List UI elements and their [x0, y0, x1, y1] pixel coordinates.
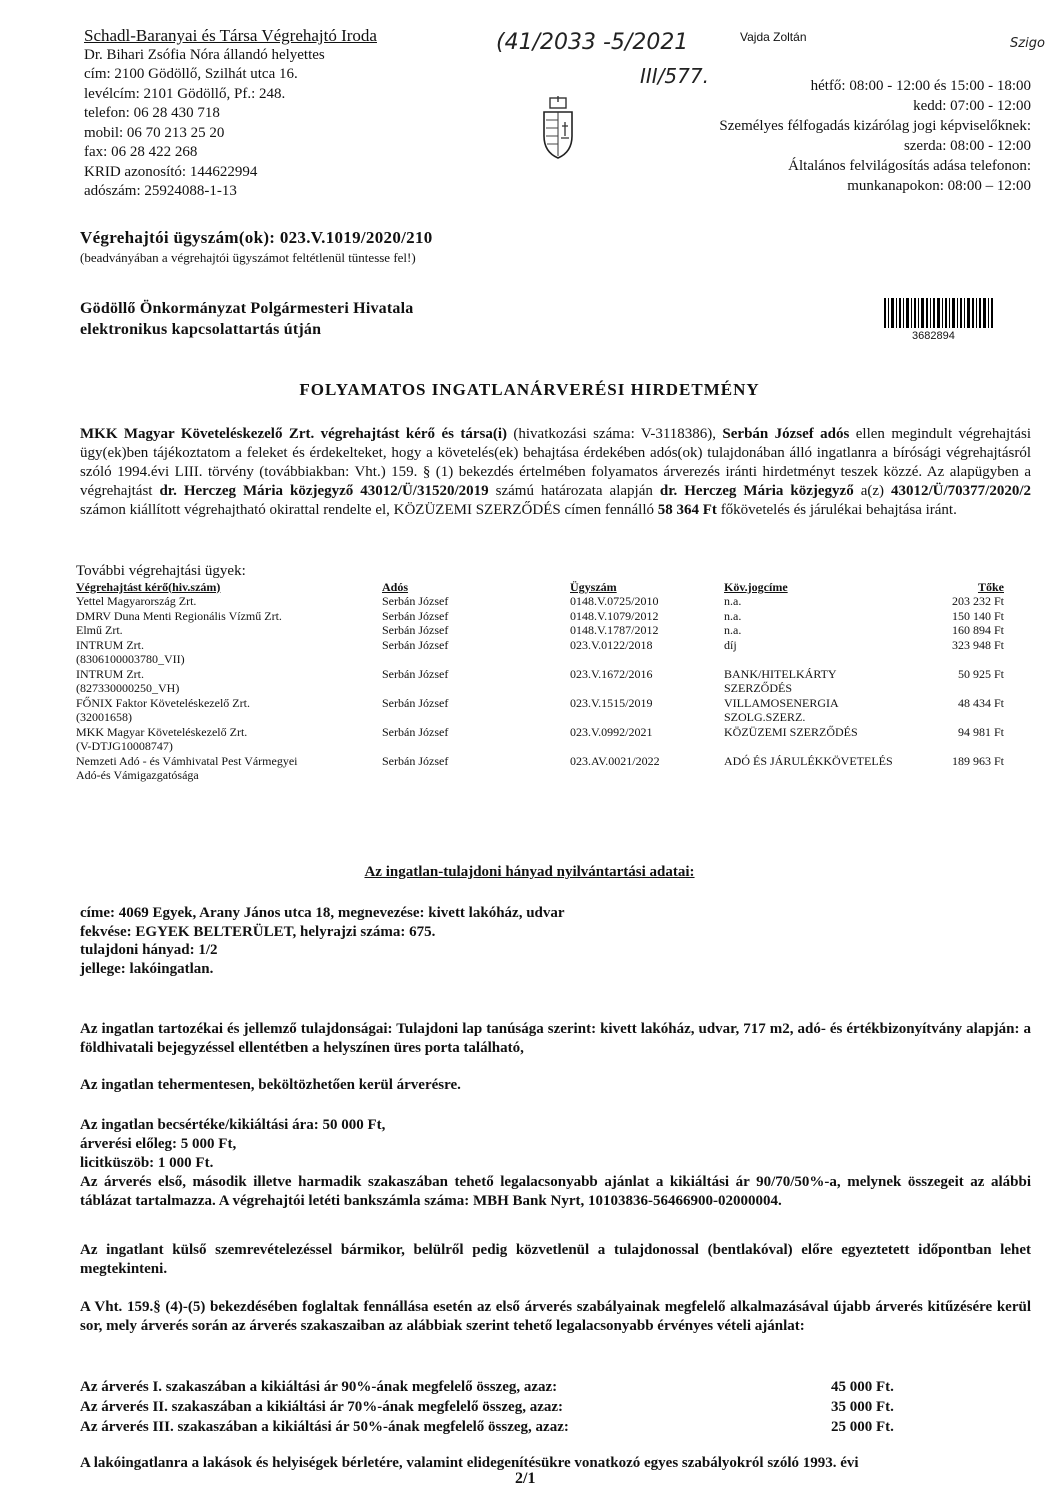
- table-body: [76, 594, 1036, 783]
- property-share: tulajdoni hányad: 1/2: [80, 942, 218, 958]
- document-title: FOLYAMATOS INGATLANÁRVERÉSI HIRDETMÉNY: [299, 380, 760, 399]
- notary-decision: dr. Herczeg Mária közjegyző 43012/Ü/31520/2019: [159, 483, 489, 499]
- price-deposit: árverési előleg: 5 000 Ft,: [80, 1136, 237, 1152]
- office-deputy: Dr. Bihari Zsófia Nóra állandó helyettes: [84, 46, 325, 63]
- table-row: FŐNIX Faktor Követeléskezelő Zrt. (32001658) Serbán József 023.V.1515/2019 VILLAMOSENERGIA SZOLG.SZERZ. 48 434 Ft: [76, 695, 1004, 724]
- viewing: Az ingatlant külső szemrevételezéssel bármikor, belülről pedig közvetlenül a tulajdonossal (bentlakóval) előre egyeztetett időpontban lehet megtekinteni.: [80, 1242, 1031, 1277]
- stage-line-1: Az árverés I. szakaszában a kikiáltási ár 90%-ának megfelelő összeg, azaz: 45 000 Ft.: [80, 1379, 894, 1395]
- intro-text-2: számú határozata alapján: [488, 483, 660, 499]
- handwritten-ref-1: (41/2033 -5/2021: [496, 30, 689, 55]
- property-data: [80, 904, 565, 978]
- hours-phone-info-title: Általános felvilágosítás adása telefonon:: [788, 158, 1031, 174]
- page-number: 2/1: [515, 1470, 536, 1487]
- stage-line-3: Az árverés III. szakaszában a kikiáltási ár 50%-ának megfelelő összeg, azaz: 25 000 Ft.: [80, 1419, 894, 1435]
- stage-lines: [80, 1377, 1031, 1437]
- table-row: Nemzeti Adó - és Vámhivatal Pest Vármegyei Adó-és Vámigazgatósága Serbán József 023.AV.0021/2022 ADÓ ÉS JÁRULÉKKÖVETELÉS 189 963 Ft: [76, 753, 1004, 782]
- prices: [80, 1116, 1031, 1211]
- intro-text-1: ellen megindult végrehajtási ügy(ek)ben tájékoztatom a feleket és érdekelteket, hogy a követelés(ek) behajtása érdekében adós(ok) tulajdonában álló ingatlanra a bírósági végrehajtásról szóló 1994.évi LIII. törvény (továbbiakban: Vht.) 159. § (1) bekezdés értelmében folyamatos árverezés iránti hirdetményt teszek közzé. Az alapügyben a végrehajtást: [80, 426, 1031, 499]
- table-row: INTRUM Zrt. (8306100003780_VII) Serbán József 023.V.0122/2018 díj 323 948 Ft: [76, 637, 1004, 666]
- stamp-name: Vajda Zoltán: [740, 30, 807, 44]
- office-header: [84, 26, 377, 202]
- office-postal: levélcím: 2101 Gödöllő, Pf.: 248.: [84, 85, 286, 102]
- office-fax: fax: 06 28 422 268: [84, 144, 198, 160]
- stage-line-2: Az árverés II. szakaszában a kikiáltási ár 70%-ának megfelelő összeg, azaz: 35 000 Ft.: [80, 1399, 894, 1415]
- col-claim-title: Köv.jogcíme: [724, 579, 788, 594]
- office-mobile: mobil: 06 70 213 25 20: [84, 124, 225, 141]
- table-caption: További végrehajtási ügyek:: [76, 563, 246, 579]
- price-increment: licitküszöb: 1 000 Ft.: [80, 1155, 214, 1171]
- col-debtor: Adós: [382, 579, 409, 594]
- table-row: INTRUM Zrt. (827330000250_VH) Serbán József 023.V.1672/2016 BANK/HITELKÁRTY SZERZŐDÉS 50 925 Ft: [76, 666, 1004, 695]
- table-header: [76, 580, 1036, 595]
- hours-reception-title: Személyes félfogadás kizárólag jogi képviselőknek:: [719, 118, 1031, 134]
- recipient-line-1: Gödöllő Önkormányzat Polgármesteri Hivatala: [80, 300, 414, 317]
- handwritten-ref-2: III/577.: [640, 64, 709, 88]
- recipient: [80, 298, 413, 340]
- ref-number: (hivatkozási száma: V-3118386),: [507, 426, 723, 442]
- hours-monday: hétfő: 08:00 - 12:00 és 15:00 - 18:00: [810, 78, 1031, 94]
- col-case: Ügyszám: [570, 579, 617, 594]
- principal-amount: 58 364 Ft: [657, 502, 717, 518]
- hours-tuesday: kedd: 07:00 - 12:00: [913, 98, 1031, 114]
- intro-text-4: számon kiállított végrehajtható okirattal rendelte el, KÖZÜZEMI SZERZŐDÉS címen fennálló: [80, 502, 658, 518]
- intro-text-3: a(z): [853, 483, 892, 499]
- case-number: Végrehajtói ügyszám(ok): 023.V.1019/2020/210: [80, 228, 433, 247]
- office-hours: [719, 76, 1031, 196]
- intro-paragraph: [80, 425, 1031, 520]
- coat-of-arms-icon: [540, 96, 576, 162]
- col-creditor: Végrehajtást kérő(hiv.szám): [76, 579, 221, 594]
- barcode-number: 3682894: [912, 330, 955, 342]
- property-heading: Az ingatlan-tulajdoni hányad nyilvántartási adatai:: [364, 864, 695, 880]
- price-estimate: Az ingatlan becsértéke/kikiáltási ára: 50 000 Ft,: [80, 1117, 386, 1133]
- footer-text: A lakóingatlanra a lakások és helyiségek bérletére, valamint elidegenítésükre vonatkozó egyes szabályokról szóló 1993. évi: [80, 1455, 859, 1471]
- debtor: Serbán József adós: [722, 426, 850, 442]
- office-address: cím: 2100 Gödöllő, Szilhát utca 16.: [84, 66, 298, 82]
- office-tax: adószám: 25924088-1-13: [84, 183, 237, 199]
- table-row: MKK Magyar Követeléskezelő Zrt. (V-DTJG10008747) Serbán József 023.V.0992/2021 KÖZÜZEMI SZERZŐDÉS 94 981 Ft: [76, 724, 1004, 753]
- table-row: Yettel Magyarország Zrt. Serbán József 0148.V.0725/2010 n.a. 203 232 Ft: [76, 594, 1004, 608]
- office-krid: KRID azonosító: 144622994: [84, 163, 258, 180]
- intro-text-5: főkövetelés és járulékai behajtása iránt.: [716, 502, 957, 518]
- notary: dr. Herczeg Mária közjegyző: [659, 483, 854, 499]
- hours-workdays: munkanapokon: 08:00 – 12:00: [847, 178, 1031, 194]
- table-row: DMRV Duna Menti Regionális Vízmű Zrt. Serbán József 0148.V.1079/2012 n.a. 150 140 Ft: [76, 608, 1004, 623]
- price-stages: Az árverés első, második illetve harmadik szakaszában tehető legalacsonyabb ajánlat a kikiáltási ár 90/70/50%-a, melynek összegeit az alábbi táblázat tartalmazza. A végrehajtói letéti bankszámla száma: MBH Bank Nyrt, 10103836-56466900-02000004.: [80, 1174, 1031, 1209]
- vht-paragraph: A Vht. 159.§ (4)-(5) bekezdésében foglaltak fennállása esetén az első árverés szabályainak megfelelő alkalmazásával újabb árverés kitűzésére kerül sor, mely árverés során az árverés szakaszaiban az alábbiak szerint tehető legalacsonyabb érvényes vételi ajánlat:: [80, 1299, 1031, 1334]
- office-name: Schadl-Baranyai és Társa Végrehajtó Iroda: [84, 26, 377, 45]
- office-phone: telefon: 06 28 430 718: [84, 105, 220, 121]
- table-row: Elmű Zrt. Serbán József 0148.V.1787/2012 n.a. 160 894 Ft: [76, 623, 1004, 637]
- property-type: jellege: lakóingatlan.: [80, 960, 214, 977]
- property-features: Az ingatlan tartozékai és jellemző tulajdonságai: Tulajdoni lap tanúsága szerint: kivett lakóház, udvar, 717 m2, adó- és értékbizonyítvány alapján: a földhivatali bejegyzéssel ellentétben a helyszínen üres porta található,: [80, 1021, 1031, 1056]
- hours-wednesday: szerda: 08:00 - 12:00: [903, 138, 1031, 154]
- case-block: [80, 228, 433, 266]
- recipient-line-2: elektronikus kapcsolattartás útján: [80, 321, 322, 338]
- property-address: címe: 4069 Egyek, Arany János utca 18, megnevezése: kivett lakóház, udvar: [80, 905, 565, 921]
- col-capital: Tőke: [977, 579, 1004, 594]
- handwritten-initials: Szigo: [1010, 36, 1045, 51]
- case-note: (beadványában a végrehajtói ügyszámot feltétlenül tüntesse fel!): [80, 250, 416, 265]
- barcode-icon: [884, 298, 994, 328]
- enforceable-doc-number: 43012/Ü/70377/2020/2: [891, 483, 1032, 499]
- occupancy: Az ingatlan tehermentesen, beköltözhetően kerül árverésre.: [80, 1077, 461, 1093]
- creditor: MKK Magyar Követeléskezelő Zrt. végrehajtást kérő és társa(i): [80, 426, 507, 442]
- cases-table: [76, 564, 1036, 783]
- property-location: fekvése: EGYEK BELTERÜLET, helyrajzi száma: 675.: [80, 923, 436, 940]
